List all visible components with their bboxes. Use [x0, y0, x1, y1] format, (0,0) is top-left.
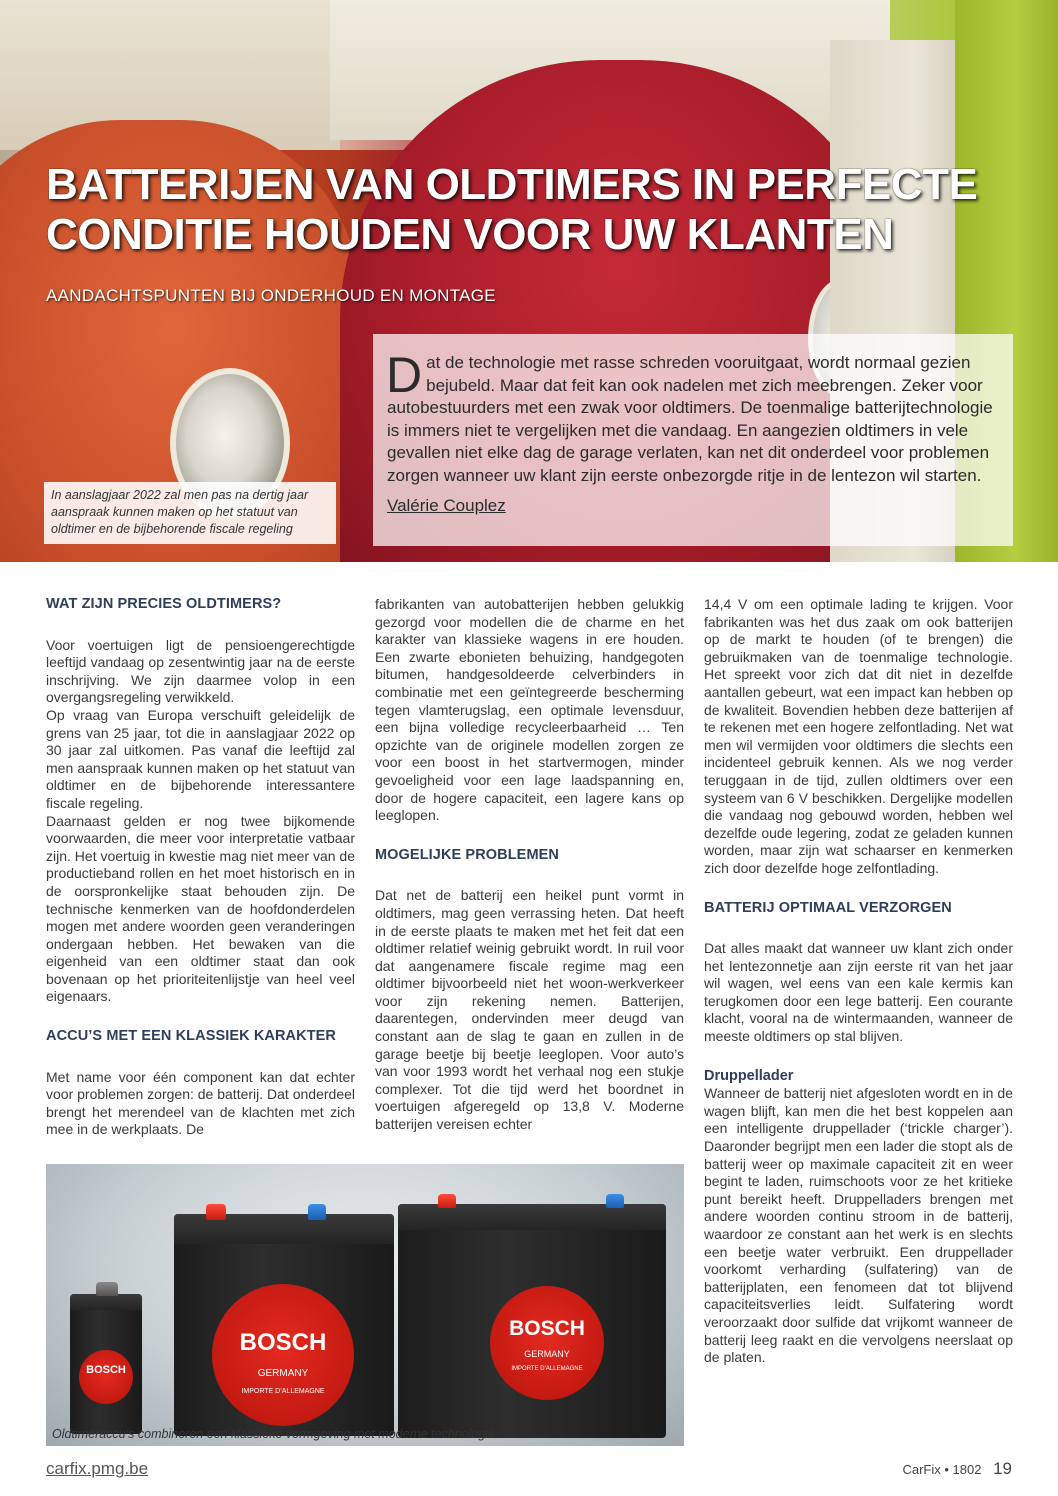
title-line-1: BATTERIJEN VAN OLDTIMERS IN PERFECTE — [46, 160, 978, 209]
intro-box — [373, 334, 1013, 546]
title-line-2: CONDITIE HOUDEN VOOR UW KLANTEN — [46, 210, 894, 259]
column-1 — [46, 596, 355, 1139]
paragraph: fabrikanten van autobatterijen hebben gelukkig gezorgd voor modellen die de charme en het karakter van klassieke wagens in ere houden. Een zwarte ebonieten behuizing, handgegoten bitumen, handgesoldeerde celverbinders in combinatie met een geïntegreerde bescherming tegen vlamterugslag, een optimale levensduur, een bijna volledige recycleerbaarheid … Ten opzichte van de originele modellen zorgen ze voor een boost in het startvermogen, minder gevoeligheid voor een lage laadspanning en, door de hogere capaciteit, een lagere kans op leeglopen. — [375, 596, 684, 824]
paragraph: Wanneer de batterij niet afgesloten wordt en in de wagen blijft, kan men die het best koppelen aan een intelligente druppellader (‘trickle charger’). Daaronder begrijpt men een lader die stopt als de batterij weer op maximale capaciteit zit en weer begint te laden, ruimschoots voor ze het kritieke punt bereikt heeft. Druppelladers brengen met andere woorden continu stroom in de batterij, waardoor ze constant aan het werk is en slechts een beetje water verbruikt. Een druppellader voorkomt verharding (sulfatering) van de batterijplaten, een fenomeen dat tot blijvend capaciteitsverlies leidt. Sulfatering wordt veroorzaakt door sulfide dat vrijkomt wanneer de batterij leeg raakt en die vervolgens neerslaat op de platen. — [704, 1085, 1013, 1366]
article-title — [46, 160, 1006, 260]
hero-caption: In aanslagjaar 2022 zal men pas na dertig jaar aanspraak kunnen maken op het statuut van oldtimer en de bijbehorende fiscale regeling — [44, 482, 336, 544]
author-link[interactable]: Valérie Couplez — [387, 496, 506, 515]
paragraph: Dat alles maakt dat wanneer uw klant zich onder het lentezonnetje aan zijn eerste rit van het jaar wil wagen, wel eens van een kale kermis kan terugkomen door een lege batterij. Een courante klacht, vooral na de wintermaanden, wanneer de meeste oldtimers op stal blijven. — [704, 940, 1013, 1045]
drop-cap: D — [386, 347, 423, 403]
website-link[interactable]: carfix.pmg.be — [46, 1459, 149, 1478]
column-2 — [375, 596, 684, 1151]
page-footer — [902, 1459, 1012, 1479]
battery-photo — [46, 1164, 684, 1446]
photo-caption: Oldtimeraccu’s combineren een klassieke vormgeving met moderne technologie — [52, 1427, 496, 1441]
paragraph: Dat net de batterij een heikel punt vormt in oldtimers, mag geen verrassing heten. Dat heeft in de eerste plaats te maken met het feit dat een oldtimer relatief weinig gebruikt wordt. In ruil voor dat aangenamere fiscale regime mag een oldtimer bijvoorbeeld niet het woon-werkverkeer voor zijn rekening nemen. Batterijen, daarentegen, ondervinden meer deugd van constant aan de slag te gaan en zullen in de garage beetje bij beetje leeglopen. Voor auto’s van voor 1993 wordt het verhaal nog een stukje complexer. Tot die tijd werd het boordnet in voertuigen afgeregeld op 13,8 V. Moderne batterijen vereisen echter — [375, 887, 684, 1133]
paragraph: Op vraag van Europa verschuift geleidelijk de grens van 25 jaar, tot die in aanslagjaar 2022 op 30 jaar zal uitkomen. Pas vanaf die leeftijd zal men aanspraak kunnen maken op het statuut van oldtimer en de bijbehorende interessantere fiscale regeling. — [46, 706, 355, 811]
article-subtitle: AANDACHTSPUNTEN BIJ ONDERHOUD EN MONTAGE — [46, 286, 496, 305]
section-heading: ACCU’S MET EEN KLASSIEK KARAKTER — [46, 1028, 336, 1045]
bosch-label: BOSCH — [79, 1350, 133, 1404]
paragraph: Voor voertuigen ligt de pensioengerechtigde leeftijd vandaag op zesentwintig jaar na de eerste inschrijving. We zijn daarmee volop in een overgangsregeling verwikkeld. — [46, 636, 355, 706]
section-heading: BATTERIJ OPTIMAAL VERZORGEN — [704, 899, 952, 916]
magazine-issue: CarFix • 1802 — [902, 1462, 982, 1477]
page-number: 19 — [993, 1459, 1012, 1478]
column-3 — [704, 596, 1013, 1367]
section-heading: WAT ZIJN PRECIES OLDTIMERS? — [46, 596, 282, 612]
battery-large — [398, 1204, 666, 1438]
battery-small — [70, 1294, 142, 1434]
section-heading: MOGELIJKE PROBLEMEN — [375, 846, 559, 863]
sub-heading: Druppellader — [704, 1067, 794, 1084]
paragraph: 14,4 V om een optimale lading te krijgen. Voor fabrikanten was het dus zaak om ook batterijen op de markt te houden (of te brengen) die gebruikmaken van de toenmalige technologie. Het spreekt voor zich dat dit niet in dezelfde aantallen gebeurt, wat een impact kan hebben op de kwaliteit. Bovendien hebben deze batterijen af te rekenen met een hogere zelfontlading. Net wat men wil vermijden voor oldtimers die slechts een incidenteel gebruik kennen. Als we nog verder teruggaan in de tijd, zullen oldtimers over een systeem van 6 V beschikken. Dergelijke modellen die vandaag nog gebouwd worden, hebben wel dezelfde oude legering, zodat ze geladen kunnen worden, maar zijn wat schaarser en kenmerken zich door dezelfde hoge zelfontlading. — [704, 596, 1013, 876]
bosch-label: BOSCH GERMANY IMPORTE D’ALLEMAGNE — [212, 1284, 354, 1426]
hero-image — [0, 0, 1058, 562]
bosch-label: BOSCH GERMANY IMPORTE D’ALLEMAGNE — [490, 1286, 604, 1400]
intro-text: at de technologie met rasse schreden vooruitgaat, wordt normaal gezien bejubeld. Maar dat feit kan ook nadelen met zich meebrengen. Zeker voor autobestuurders met een zwak voor oldtimers. De toenmalige batterijtechnologie is immers niet te vergelijken met die vandaag. En aangezien oldtimers in vele gevallen niet elke dag de garage verlaten, kan net dit onderdeel voor problemen zorgen wanneer uw klant zijn eerste onbezorgde ritje in de lentezon wil starten. — [387, 353, 993, 485]
paragraph: Daarnaast gelden er nog twee bijkomende voorwaarden, die meer voor interpretatie vatbaar zijn. Het voertuig in kwestie mag niet meer van de productieband rollen en het moet historisch en in de oorspronkelijke staat behouden zijn. De technische kenmerken van de hoofdonderdelen mogen met andere woorden geen veranderingen ondergaan hebben. Het bewaken van die eigenheid van een oldtimer staat dan ook bovenaan op het prioriteitenlijstje van heel veel eigenaars. — [46, 812, 355, 1005]
battery-medium — [174, 1214, 394, 1436]
paragraph: Met name voor één component kan dat echter voor problemen zorgen: de batterij. Dat onderdeel brengt het merendeel van de klachten met zich mee in de werkplaats. De — [46, 1068, 355, 1138]
